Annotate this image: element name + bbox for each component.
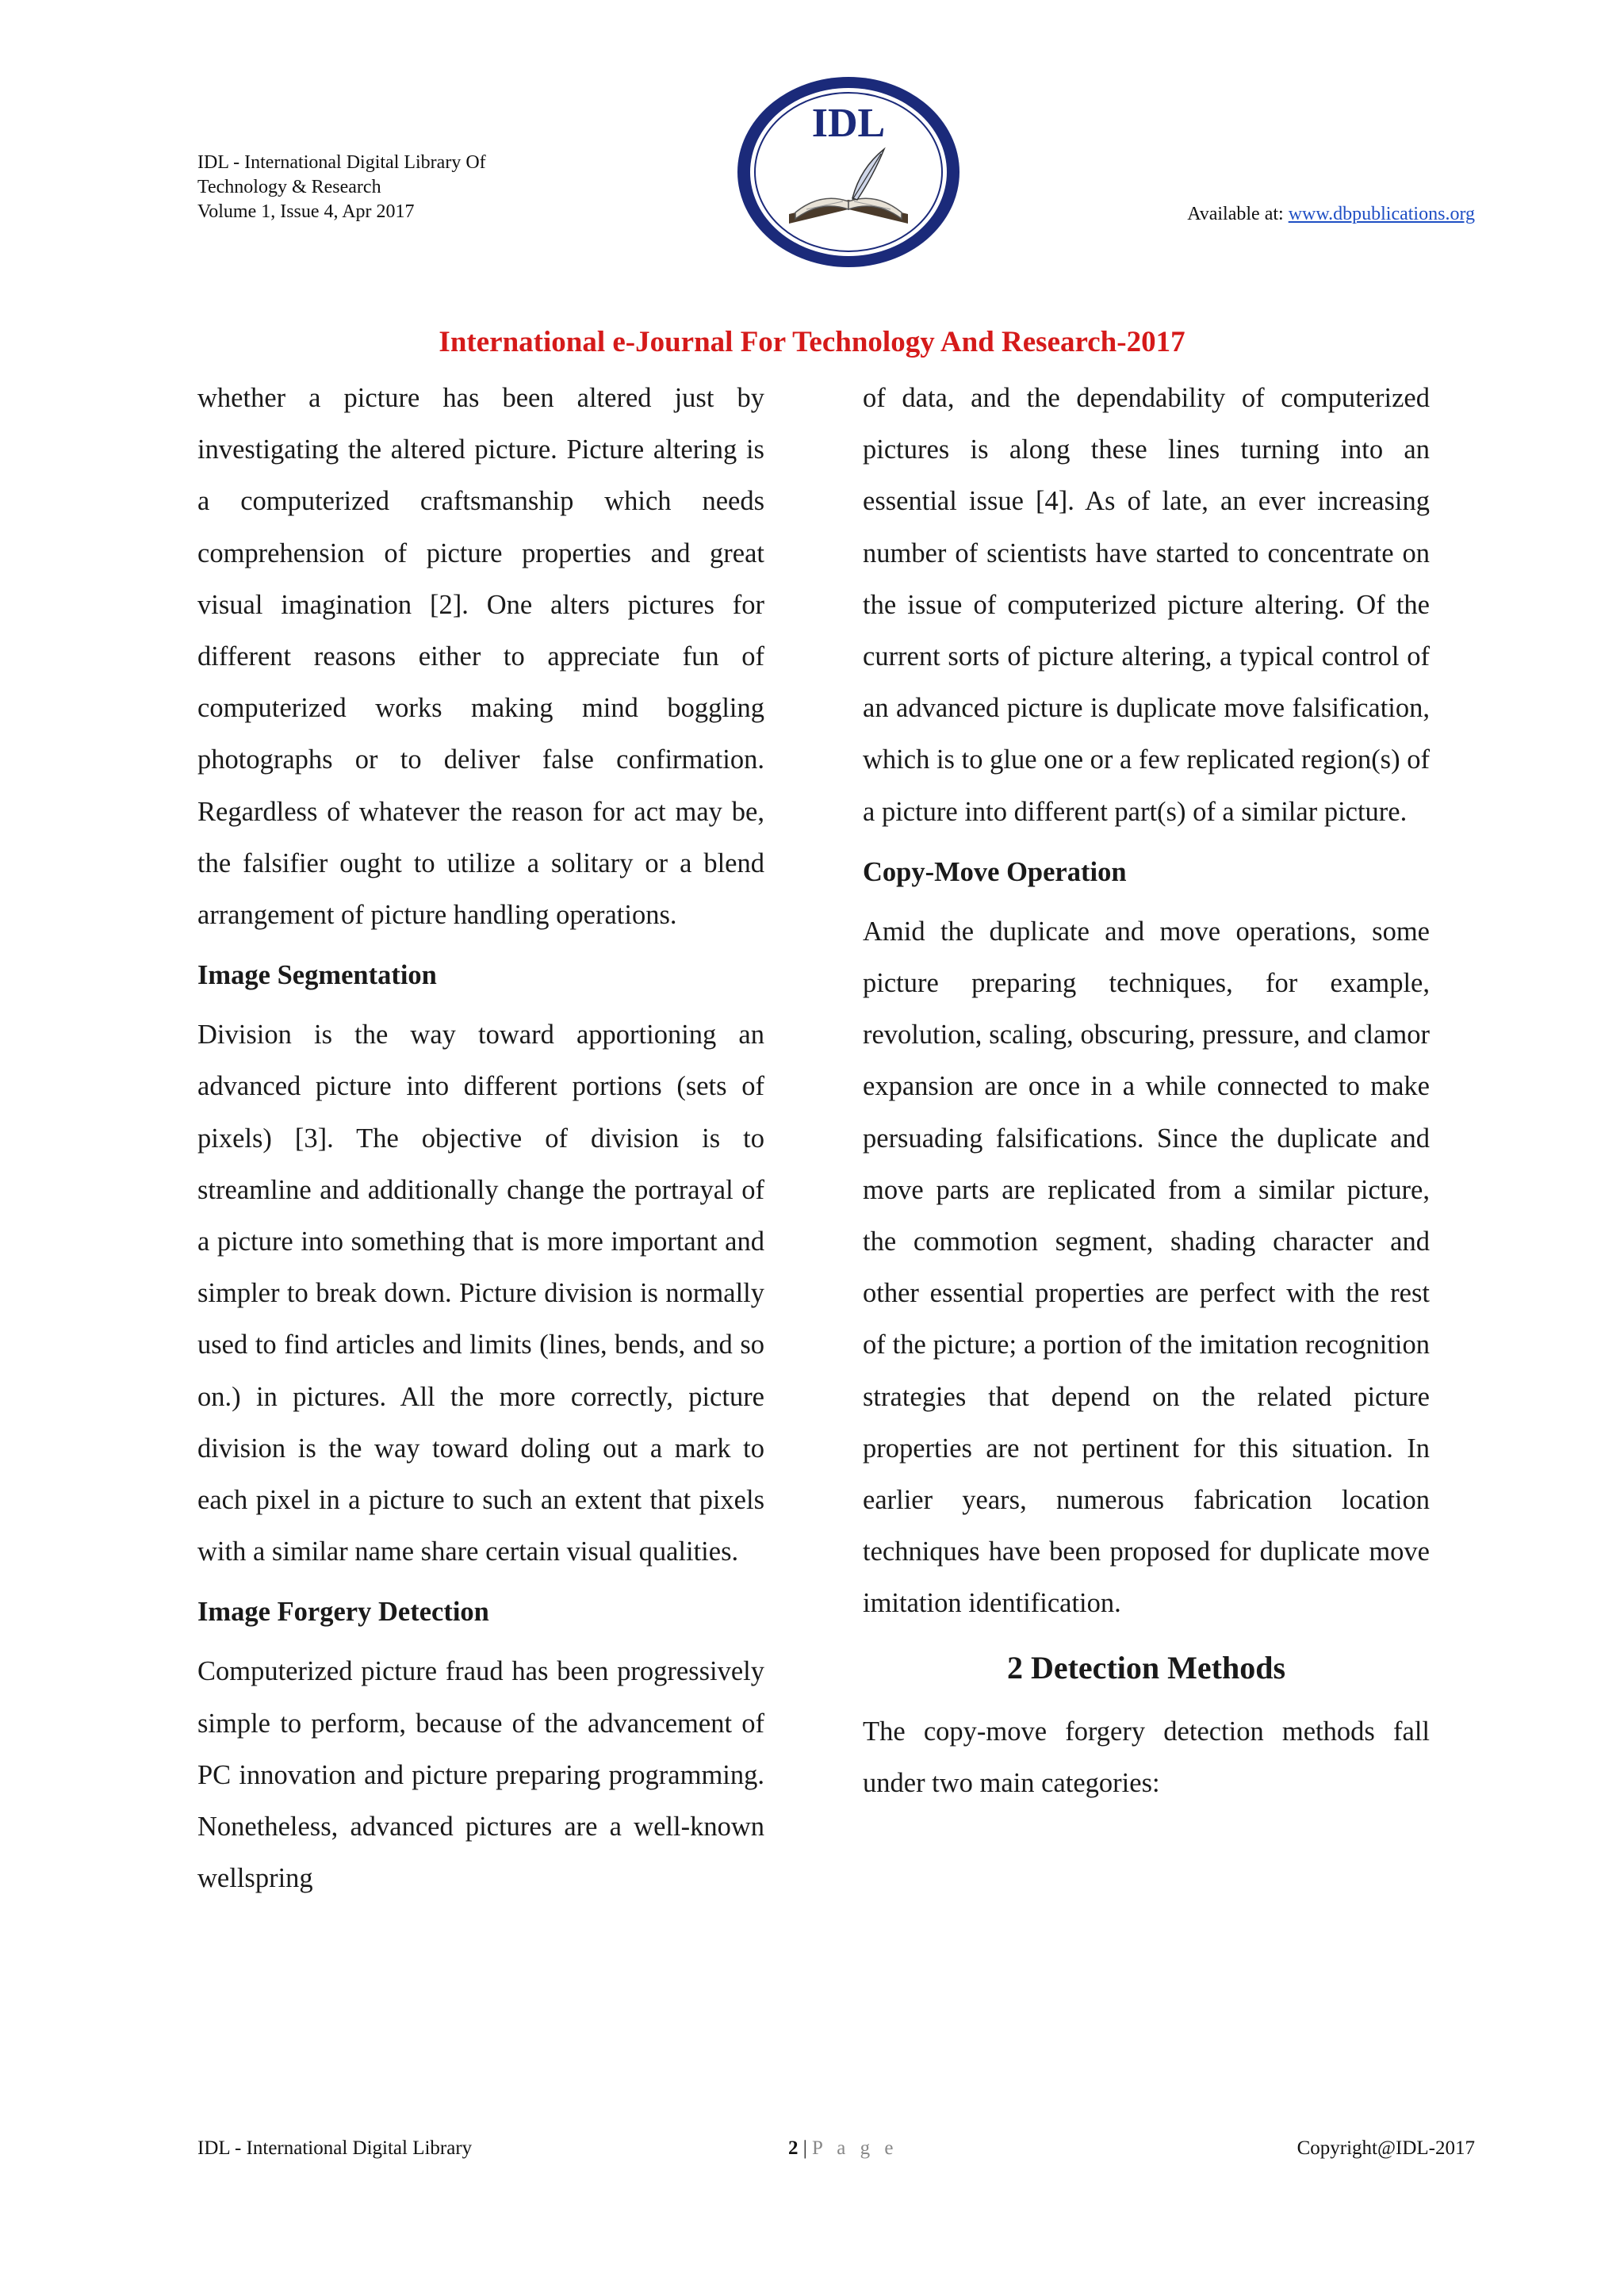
idl-logo <box>733 73 963 271</box>
right-paragraph-intro: of data, and the dependability of computerized pictures is along these lines turning into an essential issue [4]. As of late, an ever increasing number of scientists have started to concentrate on the issue of computerized picture altering. Of the current sorts of picture altering, a typical control of an advanced picture is duplicate move falsification, which is to glue one or a few replicated region(s) of a picture into different part(s) of a similar picture. <box>863 383 1430 827</box>
available-label: Available at: <box>1187 204 1289 224</box>
paragraph-forgery-detection: Computerized picture fraud has been progressively simple to perform, because of the advancement of PC innovation and picture preparing programming. Nonetheless, advanced pictures are a well-known wellspring <box>197 1656 764 1894</box>
section-heading-segmentation: Image Segmentation <box>197 960 437 991</box>
section-heading-copy-move: Copy-Move Operation <box>863 856 1127 887</box>
logo-text: IDL <box>811 101 886 146</box>
journal-title: International e-Journal For Technology And Research-2017 <box>439 326 1185 358</box>
footer-library: IDL - International Digital Library <box>197 2137 473 2159</box>
paragraph-detection-methods: The copy-move forgery detection methods fall under two main categories: <box>863 1716 1430 1798</box>
header-availability <box>1187 204 1475 225</box>
header-line-1: IDL - International Digital Library Of <box>197 152 486 173</box>
publisher-link[interactable]: www.dbpublications.org <box>1288 204 1475 224</box>
footer-copyright: Copyright@IDL-2017 <box>1297 2137 1475 2159</box>
page-word: P a g e <box>812 2137 898 2159</box>
footer-page-number <box>788 2137 898 2160</box>
header-line-3: Volume 1, Issue 4, Apr 2017 <box>197 201 415 222</box>
page-number: 2 <box>788 2137 799 2159</box>
page-separator: | <box>798 2137 813 2159</box>
page-footer <box>197 2137 1475 2166</box>
section-heading-detection-methods: 2 Detection Methods <box>1006 1649 1286 1686</box>
header-journal-info <box>197 151 486 224</box>
section-heading-forgery-detection: Image Forgery Detection <box>197 1597 489 1628</box>
right-column <box>863 373 1430 1809</box>
left-column <box>197 373 764 1904</box>
paragraph-segmentation: Division is the way toward apportioning an advanced picture into different portions (sets of pixels) [3]. The objective of division is to streamline and additionally change the portrayal of a picture into something that is more important and simpler to break down. Picture division is normally used to find articles and limits (lines, bends, and so on.) in pictures. All the more correctly, picture division is the way toward doling out a mark to each pixel in a picture to such an extent that pixels with a similar name share certain visual qualities. <box>197 1020 764 1567</box>
header-line-2: Technology & Research <box>197 177 381 197</box>
left-paragraph-intro: whether a picture has been altered just by investigating the altered picture. Picture altering is a computerized craftsmanship which needs comprehension of picture properties and great visual imagination [2]. One alters pictures for different reasons either to appreciate fun of computerized works making mind boggling photographs or to deliver false confirmation. Regardless of whatever the reason for act may be, the falsifier ought to utilize a solitary or a blend arrangement of picture handling operations. <box>197 383 764 931</box>
paragraph-copy-move: Amid the duplicate and move operations, some picture preparing techniques, for example, revolution, scaling, obscuring, pressure, and clamor expansion are once in a while connected to make persuading falsifications. Since the duplicate and move parts are replicated from a similar picture, the commotion segment, shading character and other essential properties are perfect with the rest of the picture; a portion of the imitation recognition strategies that depend on the related picture properties are not pertinent for this situation. In earlier years, numerous fabrication location techniques have been proposed for duplicate move imitation identification. <box>863 916 1430 1619</box>
